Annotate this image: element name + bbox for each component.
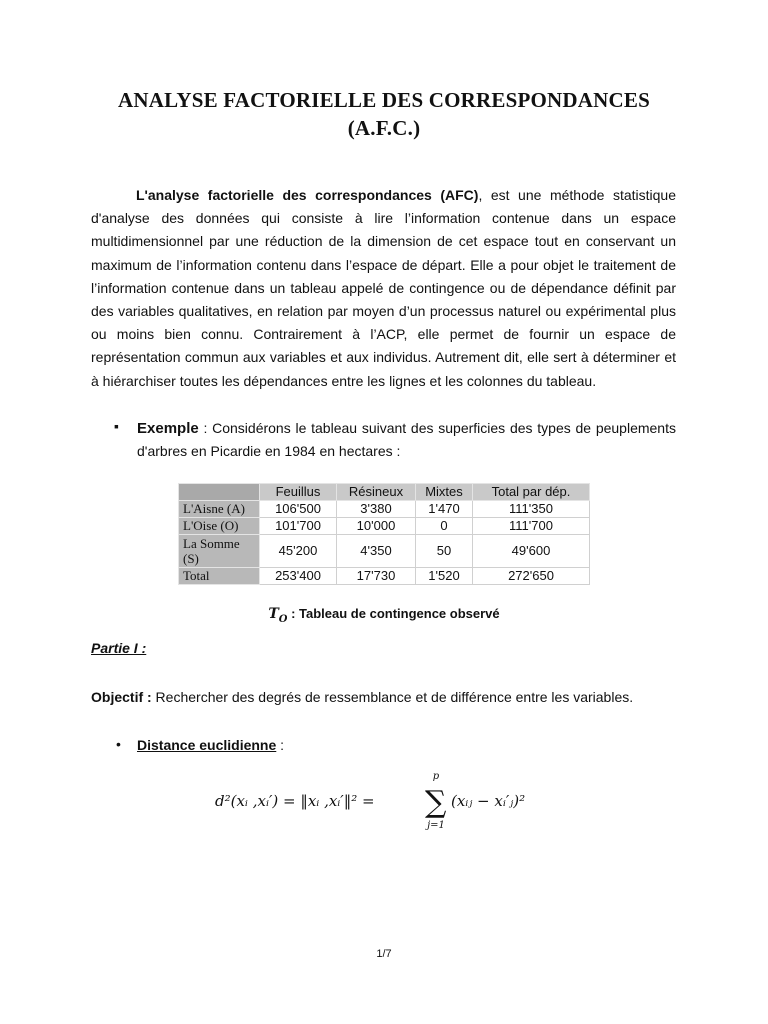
table-cell: 111'350 (473, 501, 590, 518)
round-bullet-icon: • (116, 736, 121, 752)
contingency-table (178, 483, 590, 585)
table-row (179, 568, 590, 585)
table-cell: 0 (416, 518, 473, 535)
intro-text: , est une méthode statistique d'analyse des données qui consiste à lire l’information contenue dans un espace multidimensionnel par une réduction de la dimension de cet espace tout en conservant un maximum de l’information contenu dans l’espace de départ. Elle a pour objet le traitement de l’information contenue dans un tableau appelé de contingence ou de dépendance définit par des variables qualitatives, en relation par moyen d’un processus naturel ou expérimental plus ou moins bien connu. Contrairement à l’ACP, elle permet de fournir un espace de représentation commun aux variables et aux individus. Autrement dit, elle sert à déterminer et à hiérarchiser toutes les dépendances entre les lignes et les colonnes du tableau. (91, 187, 676, 389)
column-header: Feuillus (260, 484, 337, 501)
objective-label: Objectif : (91, 689, 152, 705)
column-header: Mixtes (416, 484, 473, 501)
objective-text: Rechercher des degrés de ressemblance et de différence entre les variables. (151, 689, 634, 705)
formula-rhs: (xᵢⱼ − xᵢ′ⱼ)² (451, 792, 526, 810)
table-cell: 49'600 (473, 535, 590, 568)
objective-line (91, 689, 633, 705)
column-header: Résineux (337, 484, 416, 501)
example-label: Exemple (137, 420, 199, 437)
caption-symbol: $T_O$ (268, 606, 288, 625)
table-cell: 10'000 (337, 518, 416, 535)
table-row (179, 518, 590, 535)
example-paragraph (137, 417, 676, 463)
table-header-row (179, 484, 590, 501)
table-cell: 17'730 (337, 568, 416, 585)
formula-lhs: d²(xᵢ ,xᵢ′) = ‖xᵢ ,xᵢ′‖² = (215, 792, 375, 810)
sum-icon: ∑ (425, 785, 447, 820)
column-header: Total par dép. (473, 484, 590, 501)
distance-label: Distance euclidienne (137, 737, 277, 753)
row-header: Total (179, 568, 260, 585)
table-caption (178, 606, 590, 625)
document-title (60, 86, 708, 142)
table-cell: 272'650 (473, 568, 590, 585)
table-cell: 50 (416, 535, 473, 568)
sum-lower-limit: j=1 (427, 820, 445, 831)
euclidean-distance-formula (215, 766, 555, 832)
table-cell: 101'700 (260, 518, 337, 535)
table-cell: 1'520 (416, 568, 473, 585)
table-cell: 45'200 (260, 535, 337, 568)
sum-upper-limit: p (432, 771, 440, 782)
row-header: La Somme (S) (179, 535, 260, 568)
title-line-2: (A.F.C.) (347, 116, 421, 140)
table-cell: 253'400 (260, 568, 337, 585)
table-cell: 106'500 (260, 501, 337, 518)
example-text: : Considérons le tableau suivant des superficies des types de peuplements d'arbres en Picardie en 1984 en hectares : (137, 420, 676, 459)
square-bullet-icon: ▪ (114, 418, 119, 434)
section-heading: Partie I : (91, 640, 147, 656)
caption-text: : Tableau de contingence observé (287, 606, 500, 621)
table-row (179, 535, 590, 568)
table-cell: 3'380 (337, 501, 416, 518)
intro-paragraph (91, 184, 676, 393)
table-cell: 4'350 (337, 535, 416, 568)
row-header: L'Oise (O) (179, 518, 260, 535)
page-number: 1/7 (376, 948, 392, 960)
intro-bold-lead: L'analyse factorielle des correspondances (AFC) (136, 187, 479, 203)
distance-heading: Distance euclidienne : (137, 737, 285, 753)
table-row (179, 501, 590, 518)
table-cell: 1'470 (416, 501, 473, 518)
table-corner-cell (179, 484, 260, 501)
title-line-1: ANALYSE FACTORIELLE DES CORRESPONDANCES (118, 88, 650, 112)
table-cell: 111'700 (473, 518, 590, 535)
row-header: L'Aisne (A) (179, 501, 260, 518)
